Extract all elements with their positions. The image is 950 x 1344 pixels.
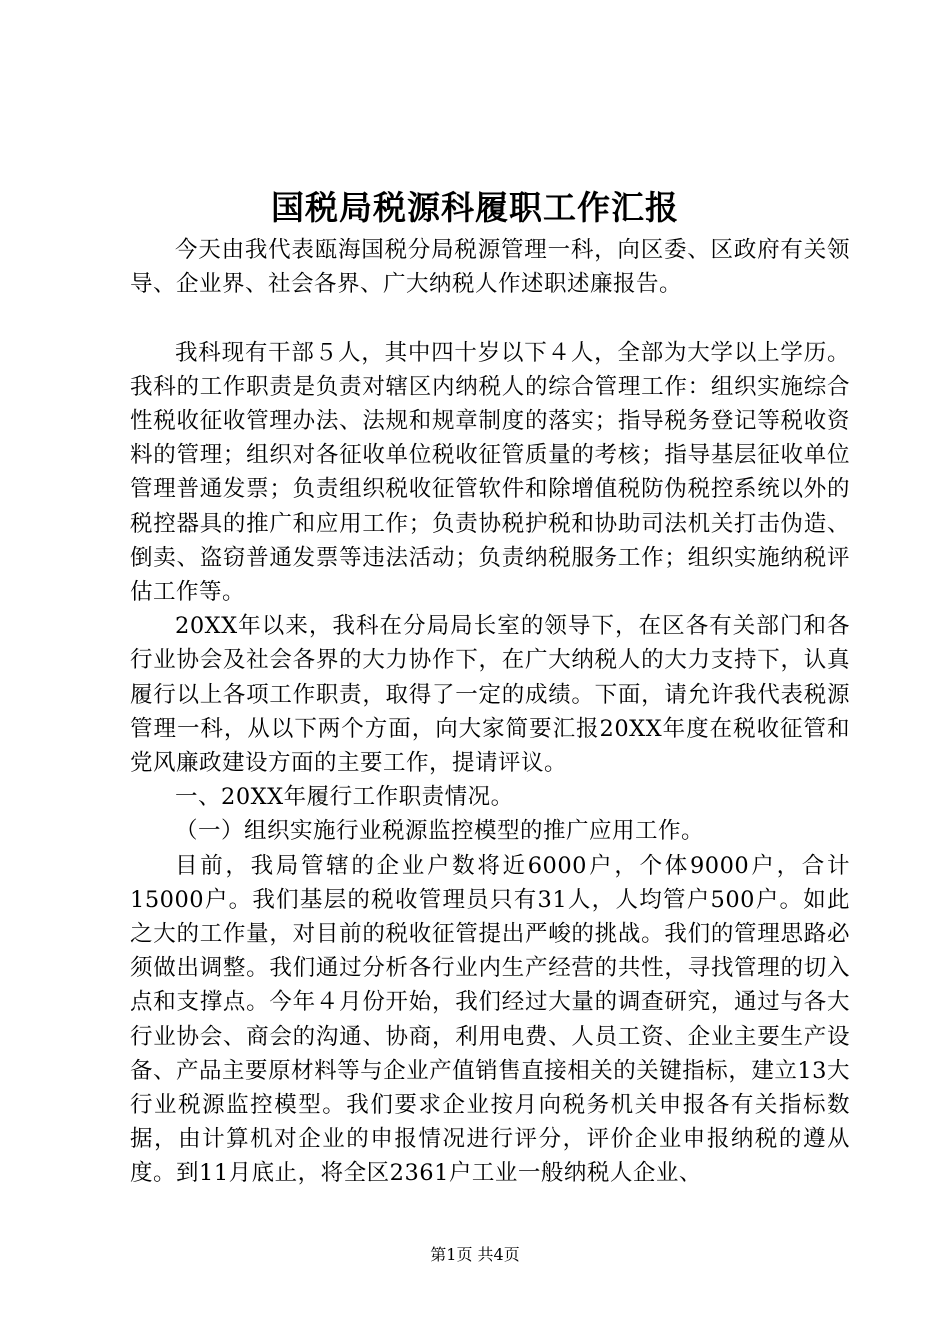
paragraph-tax-monitoring: 目前，我局管辖的企业户数将近6000户，个体9000户，合计15000户。我们基层的税收管理员只有31人，人均管户500户。如此之大的工作量，对目前的税收征管提出严峻的挑战。我们的管理思路必须做出调整。我们通过分析各行业内生产经营的共性，寻找管理的切入点和支撑点。今年４月份开始，我们经过大量的调查研究，通过与各大行业协会、商会的沟通、协商，利用电费、人员工资、企业主要生产设备、产品主要原材料等与企业产值销售直接相关的关键指标，建立13大行业税源监控模型。我们要求企业按月向税务机关申报各有关指标数据，由计算机对企业的申报情况进行评分，评价企业申报纳税的遵从度。到11月底止，将全区2361户工业一般纳税人企业、 xyxy=(130,852,850,1187)
document-body xyxy=(130,233,850,1191)
subsection-heading-1: （一）组织实施行业税源监控模型的推广应用工作。 xyxy=(175,818,705,845)
section-heading-1: 一、20XX年履行工作职责情况。 xyxy=(175,784,514,811)
paragraph-staff-duties: 我科现有干部５人，其中四十岁以下４人，全部为大学以上学历。我科的工作职责是负责对辖区内纳税人的综合管理工作：组织实施综合性税收征收管理办法、法规和规章制度的落实；指导税务登记等税收资料的管理；组织对各征收单位税收征管质量的考核；指导基层征收单位管理普通发票；负责组织税收征管软件和除增值税防伪税控系统以外的税控器具的推广和应用工作；负责协税护税和协助司法机关打击伪造、倒卖、盗窃普通发票等违法活动；负责纳税服务工作；组织实施纳税评估工作等。 xyxy=(130,339,850,606)
paragraph-achievements: 20XX年以来，我科在分局局长室的领导下，在区各有关部门和各行业协会及社会各界的大力协作下，在广大纳税人的大力支持下，认真履行以上各项工作职责，取得了一定的成绩。下面，请允许我代表税源管理一科，从以下两个方面，向大家简要汇报20XX年度在税收征管和党风廉政建设方面的主要工作，提请评议。 xyxy=(130,613,850,777)
document-title: 国税局税源科履职工作汇报 xyxy=(271,188,679,227)
paragraph-intro: 今天由我代表瓯海国税分局税源管理一科，向区委、区政府有关领导、企业界、社会各界、广大纳税人作述职述廉报告。 xyxy=(130,237,850,298)
page-number-footer: 第1页 共4页 xyxy=(430,1245,520,1264)
